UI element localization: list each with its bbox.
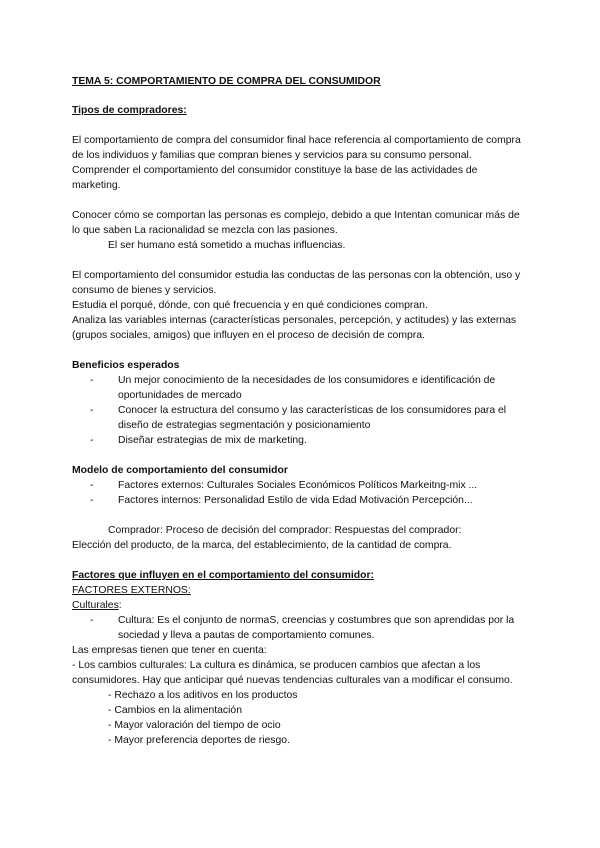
dash-bullet: - bbox=[90, 375, 94, 386]
paragraph-variables: Analiza las variables internas (características personales, percepción, y actitudes) y las externas (grupos sociales, amigos) que influyen en el proceso de decisión de compra. bbox=[72, 315, 517, 341]
culture-list bbox=[72, 613, 524, 643]
list-item-text: Diseñar estrategias de mix de marketing. bbox=[118, 435, 307, 446]
paragraph-influences: El ser humano está sometido a muchas influencias. bbox=[108, 240, 346, 251]
paragraph-understanding: Comprender el comportamiento del consumidor constituye la base de las actividades de marketing. bbox=[72, 165, 478, 191]
list-item-text: Conocer la estructura del consumo y las características de los consumidores para el diseño de estrategias segmentación y posicionamiento bbox=[118, 405, 507, 431]
cultural-changes-line: - Los cambios culturales: La cultura es dinámica, se producen cambios que afectan a los consumidores. Hay que anticipar qué nuevas tendencias culturales van a modificar el consumo. bbox=[72, 660, 513, 686]
benefits-list bbox=[72, 373, 524, 448]
dash-bullet: - bbox=[90, 435, 94, 446]
page-title: TEMA 5: COMPORTAMIENTO DE COMPRA DEL CONSUMIDOR bbox=[72, 76, 381, 87]
paragraph-study: El comportamiento del consumidor estudia las conductas de las personas con la obtención, uso y consumo de bienes y servicios. bbox=[72, 270, 521, 296]
paragraph-complexity: Conocer cómo se comportan las personas es complejo, debido a que Intentan comunicar más de lo que saben La racionalidad se mezcla con las pasiones. bbox=[72, 210, 520, 236]
dash-bullet: - bbox=[90, 405, 94, 416]
list-item: - Mayor valoración del tiempo de ocio bbox=[108, 720, 281, 731]
cultural-label: Culturales bbox=[72, 600, 119, 611]
dash-bullet: - bbox=[90, 480, 94, 491]
buyer-process-line: Comprador: Proceso de decisión del comprador: Respuestas del comprador: bbox=[108, 525, 462, 536]
list-item-text: Cultura: Es el conjunto de normaS, creencias y costumbres que son aprendidas por la sociedad y lleva a pautas de comportamiento comunes. bbox=[118, 615, 515, 641]
section-heading-tipos: Tipos de compradores: bbox=[72, 105, 187, 116]
list-item bbox=[72, 433, 524, 448]
dash-bullet: - bbox=[90, 495, 94, 506]
model-list bbox=[72, 478, 524, 508]
list-item-text: Factores internos: Personalidad Estilo de vida Edad Motivación Percepción... bbox=[118, 495, 473, 506]
list-item-text: Factores externos: Culturales Sociales Económicos Políticos Markeitng-mix ... bbox=[118, 480, 478, 491]
list-item bbox=[72, 493, 524, 508]
list-item: - Rechazo a los aditivos en los productos bbox=[108, 690, 298, 701]
cultural-label-line bbox=[72, 598, 524, 613]
list-item: - Mayor preferencia deportes de riesgo. bbox=[108, 735, 290, 746]
trends-list bbox=[72, 688, 524, 748]
external-factors-label: FACTORES EXTERNOS: bbox=[72, 585, 191, 596]
companies-line: Las empresas tienen que tener en cuenta: bbox=[72, 645, 267, 656]
paragraph-definition: El comportamiento de compra del consumidor final hace referencia al comportamiento de compra de los individuos y familias que compran bienes y servicios para su consumo personal. bbox=[72, 135, 521, 161]
buyer-response-line: Elección del producto, de la marca, del establecimiento, de la cantidad de compra. bbox=[72, 540, 452, 551]
section-heading-beneficios: Beneficios esperados bbox=[72, 360, 180, 371]
list-item bbox=[72, 478, 524, 493]
list-item-text: Un mejor conocimiento de la necesidades de los consumidores e identificación de oportunidades de mercado bbox=[118, 375, 496, 401]
list-item bbox=[72, 373, 524, 403]
paragraph-why: Estudia el porqué, dónde, con qué frecuencia y en qué condiciones compran. bbox=[72, 300, 428, 311]
document-page bbox=[72, 74, 524, 748]
cultural-colon: : bbox=[118, 600, 122, 611]
list-item bbox=[72, 613, 524, 643]
section-heading-factores: Factores que influyen en el comportamiento del consumidor: bbox=[72, 570, 374, 581]
list-item: - Cambios en la alimentación bbox=[108, 705, 242, 716]
dash-bullet: - bbox=[90, 615, 94, 626]
section-heading-modelo: Modelo de comportamiento del consumidor bbox=[72, 465, 288, 476]
list-item bbox=[72, 403, 524, 433]
